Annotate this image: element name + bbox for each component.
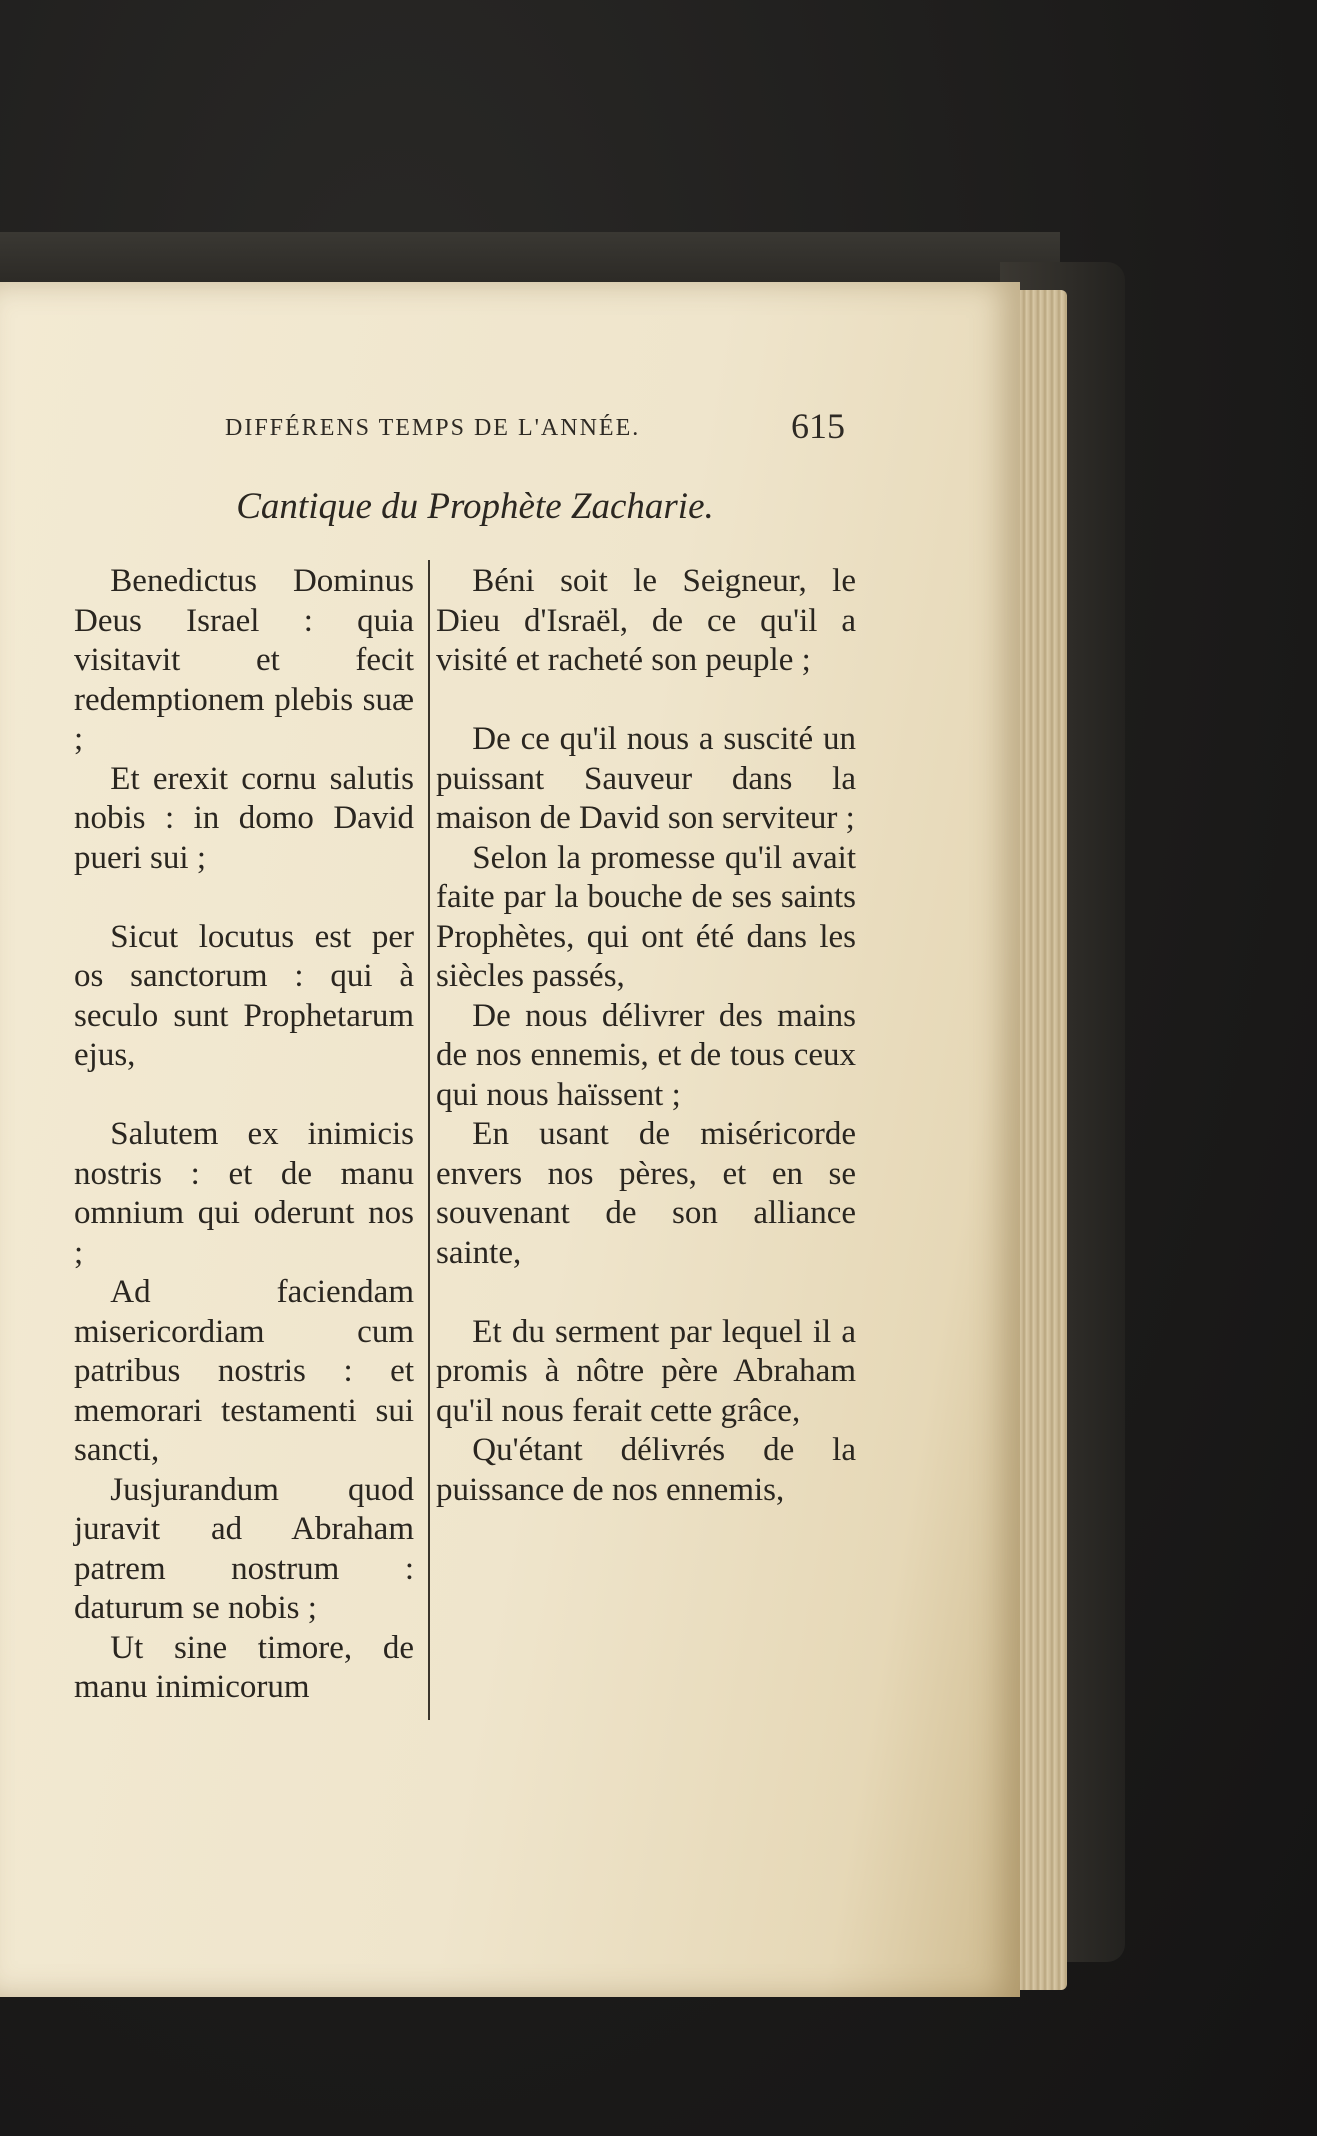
french-verse-4: De nous délivrer des mains de nos ennemis, et de tous ceux qui nous haïssent ; xyxy=(436,997,856,1113)
latin-verse-6: Jusjurandum quod juravit ad Abraham patrem nostrum : daturum se nobis ; xyxy=(74,1471,414,1626)
french-verse-2: De ce qu'il nous a suscité un puissant Sauveur dans la maison de David son serviteur ; xyxy=(436,721,856,836)
latin-column xyxy=(74,562,414,1708)
canticle-title: Cantique du Prophète Zacharie. xyxy=(236,486,714,527)
latin-verse-7: Ut sine timore, de manu inimicorum xyxy=(74,1629,414,1705)
latin-verse-5: Ad faciendam misericordiam cum patribus nostris : et memorari testamenti sui sancti, xyxy=(74,1274,414,1468)
running-head: DIFFÉRENS TEMPS DE L'ANNÉE. xyxy=(225,415,641,441)
french-verse-1: Béni soit le Seigneur, le Dieu d'Israël, de ce qu'il a visité et racheté son peuple ; xyxy=(436,563,856,678)
page-header xyxy=(225,405,845,455)
latin-verse-4: Salutem ex inimicis nostris : et de manu omnium qui oderunt nos ; xyxy=(74,1116,414,1271)
french-verse-5: En usant de miséricorde envers nos pères, et en se souvenant de son alliance sainte, xyxy=(436,1116,856,1271)
latin-verse-1: Benedictus Dominus Deus Israel : quia visitavit et fecit redemptionem plebis suæ ; xyxy=(74,563,414,757)
french-verse-3: Selon la promesse qu'il avait faite par la bouche de ses saints Prophètes, qui ont été dans les siècles passés, xyxy=(436,839,856,994)
page-number: 615 xyxy=(791,406,845,446)
column-divider xyxy=(428,560,430,1720)
french-verse-7: Qu'étant délivrés de la puissance de nos ennemis, xyxy=(436,1432,856,1508)
latin-verse-2: Et erexit cornu salutis nobis : in domo David pueri sui ; xyxy=(74,760,414,876)
latin-verse-3: Sicut locutus est per os sanctorum : qui à seculo sunt Prophetarum ejus, xyxy=(74,918,414,1073)
french-column xyxy=(436,562,856,1510)
french-verse-6: Et du serment par lequel il a promis à nôtre père Abraham qu'il nous ferait cette grâce, xyxy=(436,1313,856,1429)
